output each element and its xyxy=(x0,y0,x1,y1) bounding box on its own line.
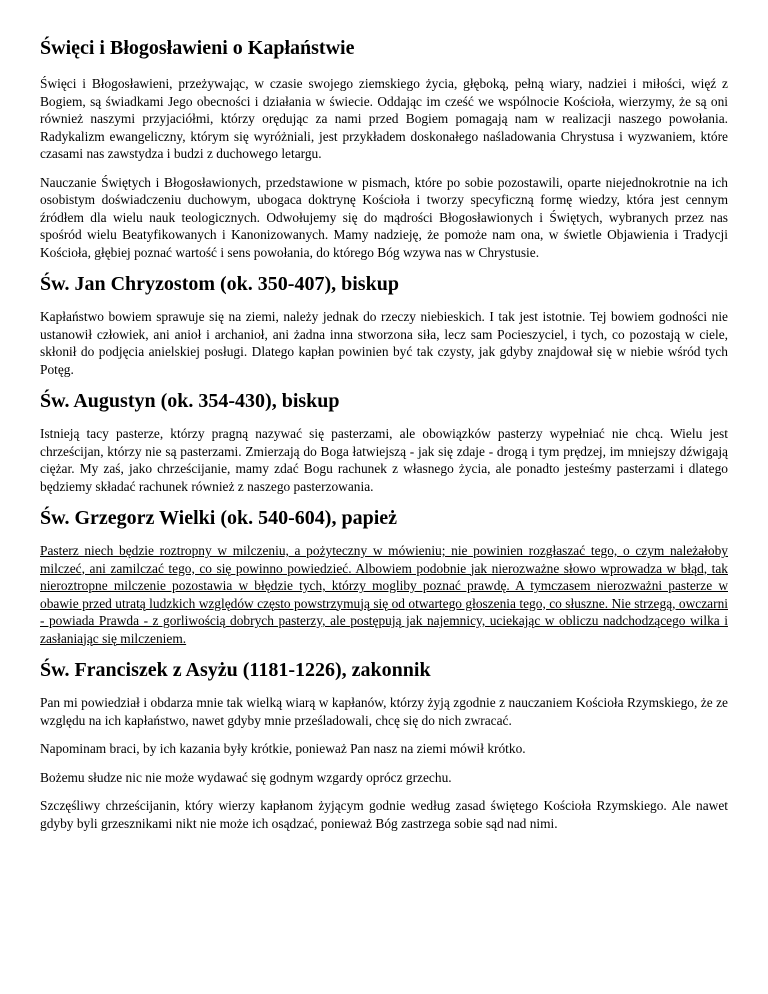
section-paragraph: Istnieją tacy pasterze, którzy pragną nazywać się pasterzami, ale obowiązków pasterzy wypełniać nie chcą. Wielu jest chrześcijan, którzy nie są pasterzami. Zmierzają do Boga łatwiejszą - jak się zdaje - drogą i tym prędzej, im mniejszy dźwigają ciężar. My zaś, jako chrześcijanie, mamy zdać Bogu rachunek z własnego życia, ale ponadto jesteśmy pasterzami i dlatego będziemy składać rachunek również z naszego pasterzowania. xyxy=(40,426,728,494)
section-heading-franciszek: Św. Franciszek z Asyżu (1181-1226), zakonnik xyxy=(40,659,431,681)
intro-paragraph: Święci i Błogosławieni, przeżywając, w czasie swojego ziemskiego życia, głęboką, pełną wiary, nadziei i miłości, więź z Bogiem, są świadkami Jego obecności i działania w świecie. Oddając im cześć we wspólnocie Kościoła, wierzymy, że są oni również naszymi przyjaciółmi, którzy orędując za nami przed Bogiem pomagają nam w realizacji naszego powołania. Radykalizm ewangeliczny, którym się wyróżniali, jest przykładem doskonałego naśladowania Chrystusa i wyzwaniem, które czasami nas zawstydza i budzi z duchowego letargu. xyxy=(40,76,728,161)
section-paragraph: Szczęśliwy chrześcijanin, który wierzy kapłanom żyjącym godnie według zasad świętego Kościoła Rzymskiego. Ale nawet gdyby byli grzesznikami nikt nie może ich osądzać, ponieważ Bóg zastrzega sobie sąd nad nimi. xyxy=(40,798,728,831)
section-heading-augustyn: Św. Augustyn (ok. 354-430), biskup xyxy=(40,390,340,412)
section-paragraph: Napominam braci, by ich kazania były krótkie, ponieważ Pan nasz na ziemi mówił krótko. xyxy=(40,741,526,756)
section-paragraph: Pan mi powiedział i obdarza mnie tak wielką wiarą w kapłanów, którzy żyją zgodnie z nauczaniem Kościoła Rzymskiego, że ze względu na ich kapłaństwo, nawet gdyby mnie prześladowali, chcę się do nich zwracać. xyxy=(40,695,728,728)
page-title: Święci i Błogosławieni o Kapłaństwie xyxy=(40,37,355,59)
intro-paragraph: Nauczanie Świętych i Błogosławionych, przedstawione w pismach, które po sobie pozostawili, oparte niejednokrotnie na ich osobistym doświadczeniu duchowym, ubogaca doktrynę Kościoła i tworzy specyficzną formę wiedzy, która jest cennym źródłem dla wielu nauk teologicznych. Odwołujemy się do mądrości Błogosławionych i Świętych, wybranych przez nas spośród wielu Beatyfikowanych i Kanonizowanych. Mamy nadzieję, że pomoże nam ona, w świetle Objawienia i Tradycji Kościoła, głębiej poznać wartość i sens powołania, do którego Bóg wzywa nas w Chrystusie. xyxy=(40,174,728,260)
section-heading-jan-chryzostom: Św. Jan Chryzostom (ok. 350-407), biskup xyxy=(40,273,399,295)
section-paragraph-underlined: Pasterz niech będzie roztropny w milczeniu, a pożyteczny w mówieniu; nie powinien rozgłaszać tego, o czym należałoby milczeć, ani zamilczać tego, co się powinno powiedzieć. Albowiem podobnie jak nierozważne słowo wprowadza w błąd, tak nieroztropne milczenie pozostawia w błędzie tych, którzy mogliby poznać prawdę. A tymczasem nierozważni pasterze w obawie przed utratą ludzkich względów często powstrzymują się od otwartego głoszenia tego, co słuszne. Nie strzegą, owczarni - powiada Prawda - z gorliwością dobrych pasterzy, ale postępują jak najemnicy, uciekając w obliczu nadchodzącego wilka i zasłaniając się milczeniem. xyxy=(40,543,728,646)
section-paragraph: Bożemu słudze nic nie może wydawać się godnym wzgardy oprócz grzechu. xyxy=(40,769,452,785)
section-heading-grzegorz-wielki: Św. Grzegorz Wielki (ok. 540-604), papież xyxy=(40,507,398,529)
section-paragraph: Kapłaństwo bowiem sprawuje się na ziemi, należy jednak do rzeczy niebieskich. I tak jest istotnie. Tej bowiem godności nie ustanowił człowiek, ani anioł i archanioł, ani żadna inna stworzona siła, lecz sam Pocieszyciel, i tych, co pozostają w ciele, skłonił do podjęcia anielskiej posługi. Dlatego kapłan powinien być tak czysty, jak gdyby znajdował się w niebie wśród tych Potęg. xyxy=(40,309,728,377)
